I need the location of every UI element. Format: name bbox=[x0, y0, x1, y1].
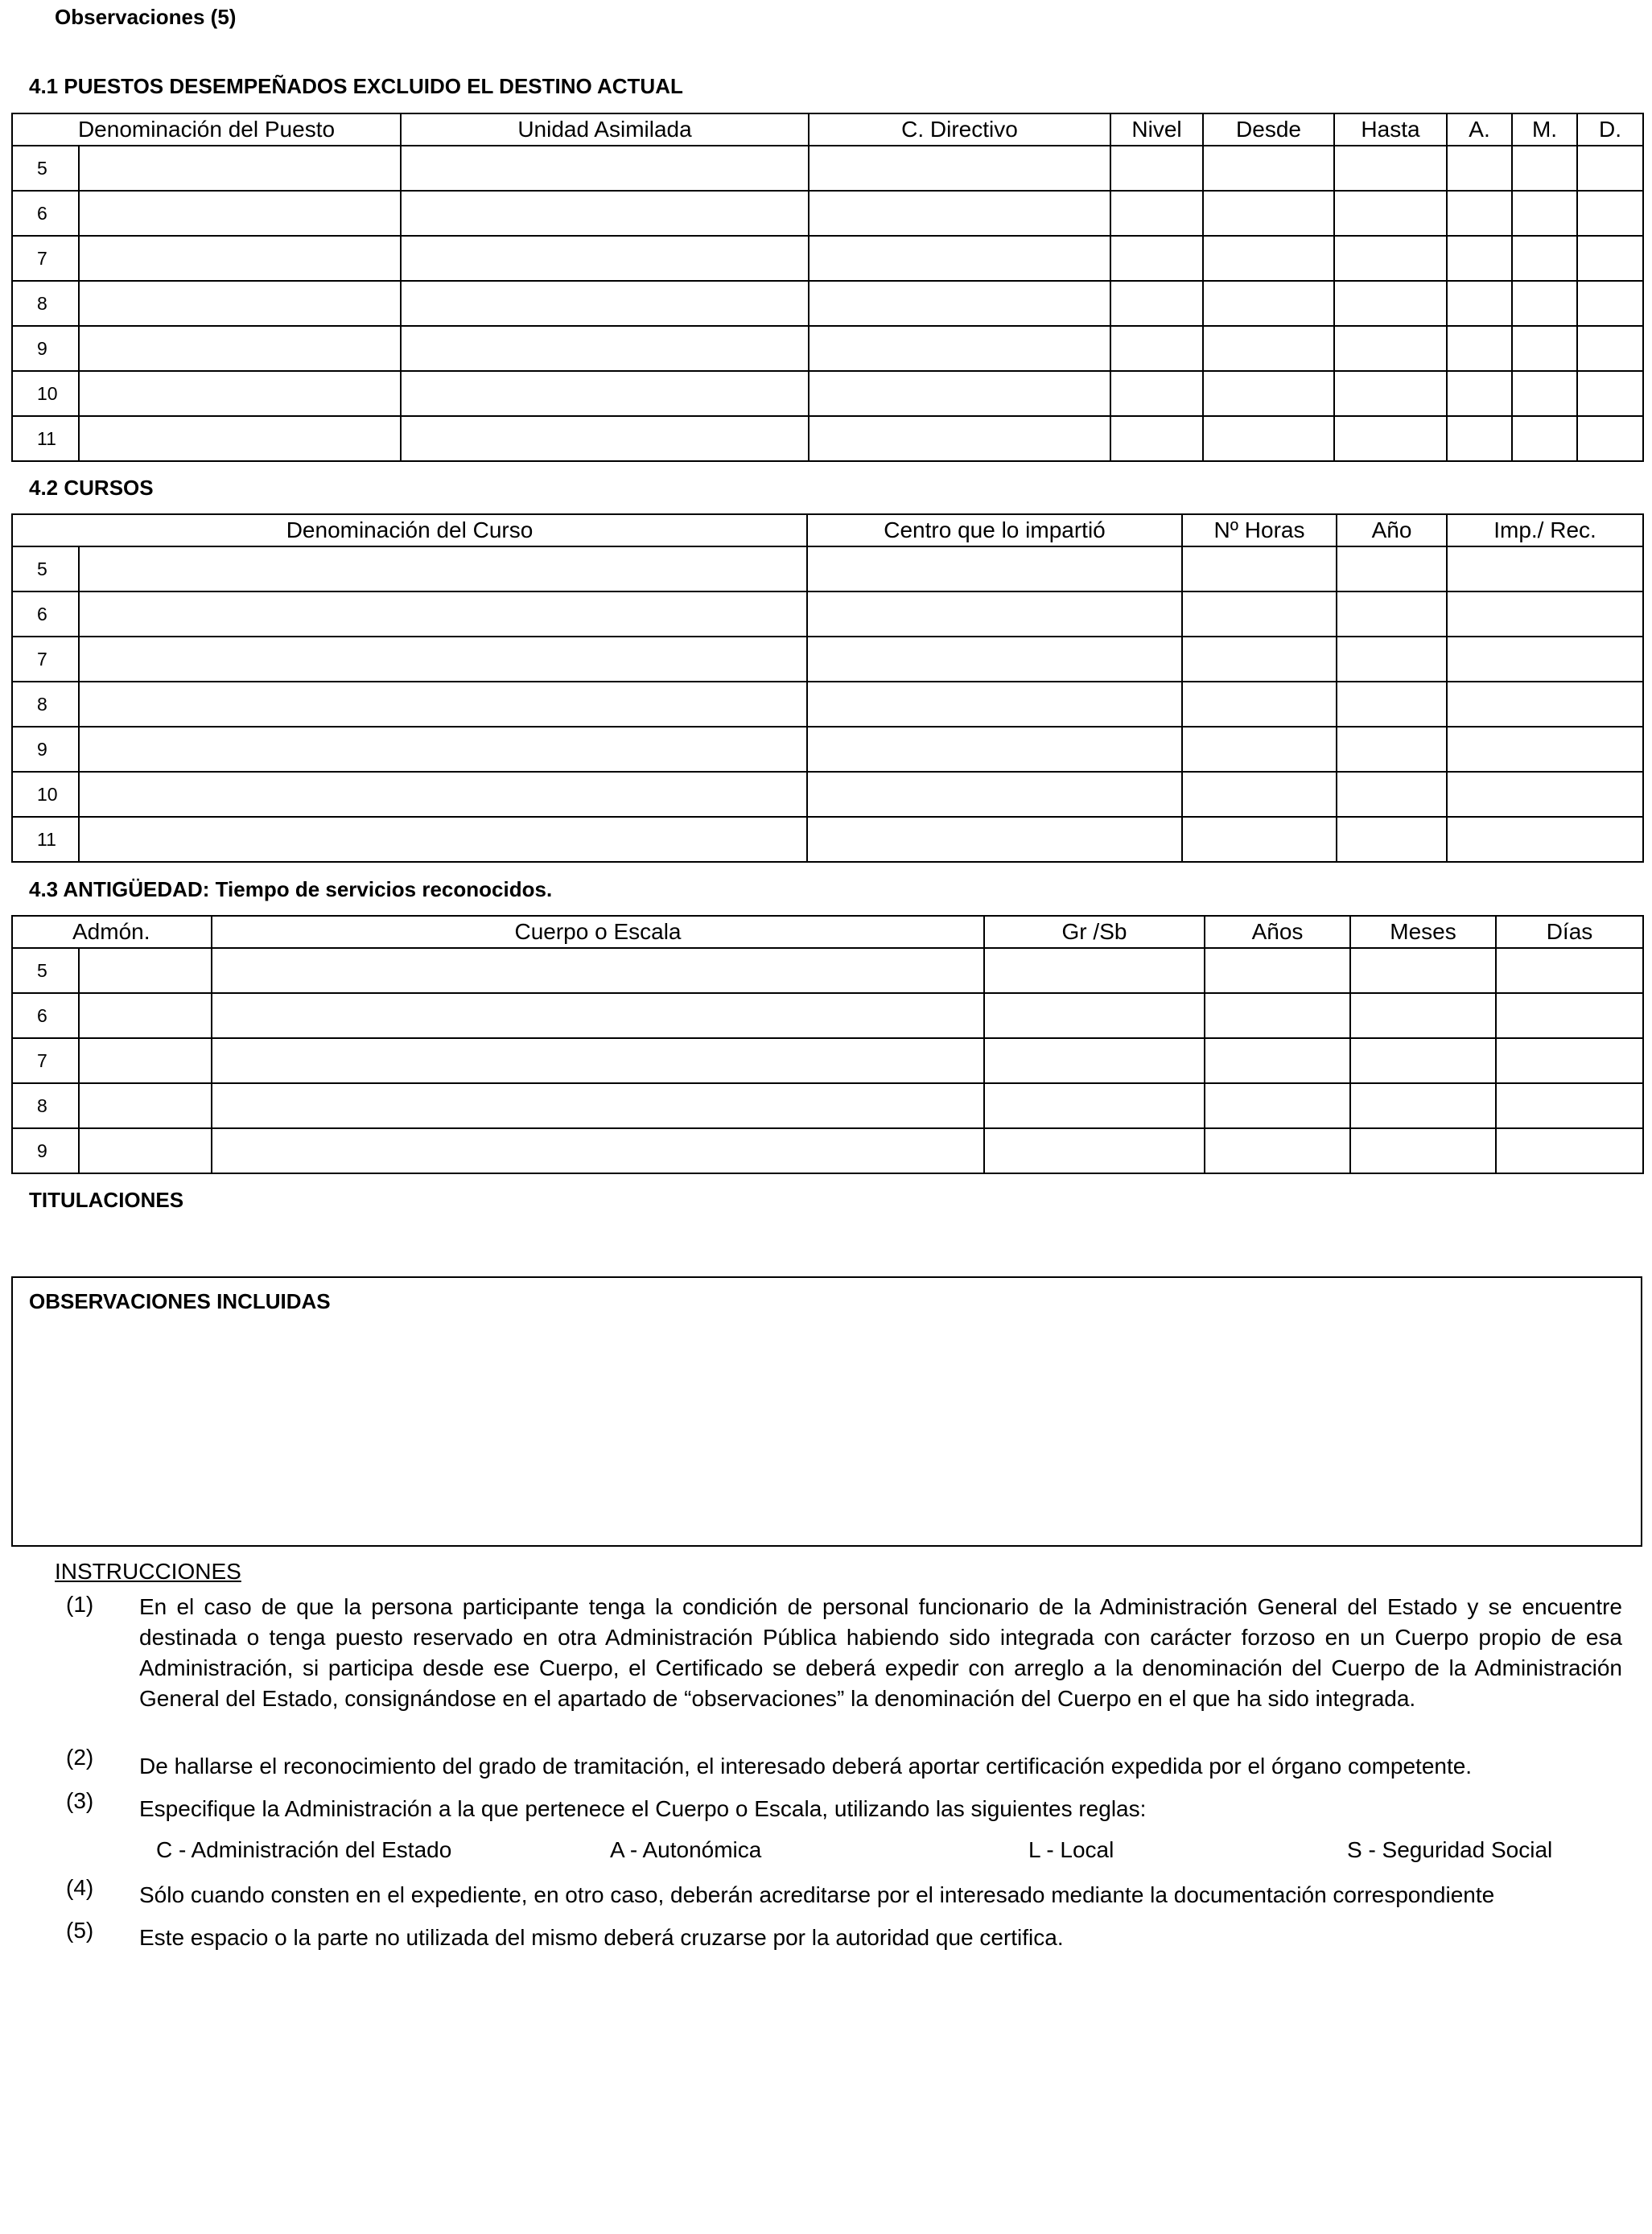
table-row bbox=[12, 191, 1643, 236]
table-cell[interactable] bbox=[1110, 371, 1203, 416]
col-header: Desde bbox=[1203, 113, 1334, 146]
table-row bbox=[12, 637, 1643, 682]
row-number: 6 bbox=[12, 993, 79, 1038]
table-cell[interactable] bbox=[1577, 236, 1643, 281]
col-header: Año bbox=[1337, 514, 1447, 546]
table-cell[interactable] bbox=[1203, 191, 1334, 236]
row-number: 5 bbox=[12, 948, 79, 993]
table-row bbox=[12, 546, 1643, 591]
table-row bbox=[12, 281, 1643, 326]
table-cell[interactable] bbox=[79, 191, 401, 236]
row-number: 11 bbox=[12, 416, 79, 461]
table-cell[interactable] bbox=[1203, 326, 1334, 371]
row-number: 9 bbox=[12, 727, 79, 772]
table-row bbox=[12, 236, 1643, 281]
row-number: 7 bbox=[12, 1038, 79, 1083]
observaciones-title: OBSERVACIONES INCLUIDAS bbox=[29, 1289, 331, 1313]
table-row bbox=[12, 591, 1643, 637]
antiguedad-table bbox=[11, 915, 1644, 1174]
col-header: Gr /Sb bbox=[984, 916, 1205, 948]
row-number: 8 bbox=[12, 682, 79, 727]
table-cell[interactable] bbox=[1203, 281, 1334, 326]
note-number: (1) bbox=[66, 1592, 94, 1617]
table-cell[interactable] bbox=[1337, 682, 1447, 727]
table-cell[interactable] bbox=[807, 772, 1182, 817]
table-cell[interactable] bbox=[1447, 772, 1643, 817]
table-cell[interactable] bbox=[1496, 1038, 1643, 1083]
note-number: (5) bbox=[66, 1918, 94, 1943]
table-cell[interactable] bbox=[809, 236, 1110, 281]
table-row bbox=[12, 817, 1643, 862]
table-cell[interactable] bbox=[79, 546, 807, 591]
table-cell[interactable] bbox=[79, 993, 212, 1038]
note-text: Este espacio o la parte no utilizada del mismo deberá cruzarse por la autoridad que certifica. bbox=[139, 1925, 1064, 1950]
table-cell[interactable] bbox=[807, 682, 1182, 727]
table-cell[interactable] bbox=[1334, 281, 1447, 326]
table-row bbox=[12, 993, 1643, 1038]
col-header: Denominación del Puesto bbox=[12, 113, 401, 146]
table-cell[interactable] bbox=[401, 326, 809, 371]
table-cell[interactable] bbox=[1203, 416, 1334, 461]
table-cell[interactable] bbox=[79, 591, 807, 637]
table-cell[interactable] bbox=[1182, 591, 1337, 637]
table-cell[interactable] bbox=[1350, 993, 1496, 1038]
table-cell[interactable] bbox=[79, 727, 807, 772]
observaciones-box[interactable] bbox=[11, 1276, 1642, 1547]
col-header: Admón. bbox=[12, 916, 212, 948]
table-cell[interactable] bbox=[1447, 727, 1643, 772]
table-cell[interactable] bbox=[809, 371, 1110, 416]
titulaciones-title: TITULACIONES bbox=[29, 1188, 184, 1212]
col-header: Años bbox=[1205, 916, 1350, 948]
table-cell[interactable] bbox=[1110, 236, 1203, 281]
table-row bbox=[12, 1083, 1643, 1128]
table-cell[interactable] bbox=[1512, 236, 1577, 281]
table-row bbox=[12, 948, 1643, 993]
cursos-table bbox=[11, 513, 1644, 863]
table-cell[interactable] bbox=[1182, 546, 1337, 591]
col-header: C. Directivo bbox=[809, 113, 1110, 146]
row-number: 8 bbox=[12, 1083, 79, 1128]
table-cell[interactable] bbox=[1496, 1128, 1643, 1173]
table-cell[interactable] bbox=[79, 146, 401, 191]
table-cell[interactable] bbox=[1182, 727, 1337, 772]
table-cell[interactable] bbox=[79, 637, 807, 682]
table-cell[interactable] bbox=[1203, 146, 1334, 191]
table-cell[interactable] bbox=[1496, 993, 1643, 1038]
table-row bbox=[12, 727, 1643, 772]
table-cell[interactable] bbox=[1496, 1083, 1643, 1128]
col-header: M. bbox=[1512, 113, 1577, 146]
table-row bbox=[12, 416, 1643, 461]
table-cell[interactable] bbox=[1203, 371, 1334, 416]
table-cell[interactable] bbox=[1577, 326, 1643, 371]
table-cell[interactable] bbox=[212, 1038, 984, 1083]
table-cell[interactable] bbox=[809, 326, 1110, 371]
col-header: Hasta bbox=[1334, 113, 1447, 146]
note-text: En el caso de que la persona participante tenga la condición de personal funcionario de la Administración General del Estado y se encuentre destinada o tenga puesto reservado en otra Administración Pública habiendo sido integrada con carácter forzoso en un Cuerpo propio de esa Administración, si participa desde ese Cuerpo, el Certificado se deberá expedir con arreglo a la denominación del Cuerpo de la Administración General del Estado, consignándose en el apartado de “observaciones” la denominación del Cuerpo en el que ha sido integrada. bbox=[139, 1594, 1622, 1711]
col-header: Cuerpo o Escala bbox=[212, 916, 984, 948]
puestos-table bbox=[11, 113, 1644, 462]
table-cell[interactable] bbox=[401, 146, 809, 191]
table-cell[interactable] bbox=[809, 191, 1110, 236]
table-cell[interactable] bbox=[1337, 772, 1447, 817]
code-seguridad-social: S - Seguridad Social bbox=[1347, 1837, 1553, 1862]
table-cell[interactable] bbox=[1110, 281, 1203, 326]
table-cell[interactable] bbox=[1577, 191, 1643, 236]
table-cell[interactable] bbox=[212, 1128, 984, 1173]
row-number: 9 bbox=[12, 1128, 79, 1173]
table-cell[interactable] bbox=[79, 281, 401, 326]
table-cell[interactable] bbox=[1350, 948, 1496, 993]
col-header: Denominación del Curso bbox=[12, 514, 807, 546]
table-cell[interactable] bbox=[984, 1128, 1205, 1173]
table-cell[interactable] bbox=[1337, 591, 1447, 637]
table-cell[interactable] bbox=[79, 326, 401, 371]
table-cell[interactable] bbox=[212, 948, 984, 993]
table-cell[interactable] bbox=[1577, 416, 1643, 461]
table-cell[interactable] bbox=[1203, 236, 1334, 281]
note-text: Sólo cuando consten en el expediente, en otro caso, deberán acreditarse por el interesado mediante la documentación correspondiente bbox=[139, 1882, 1495, 1907]
table-cell[interactable] bbox=[1205, 993, 1350, 1038]
table-cell[interactable] bbox=[1512, 146, 1577, 191]
table-cell[interactable] bbox=[1447, 682, 1643, 727]
table-cell[interactable] bbox=[1512, 416, 1577, 461]
table-cell[interactable] bbox=[79, 772, 807, 817]
table-cell[interactable] bbox=[1110, 326, 1203, 371]
col-header: Centro que lo impartió bbox=[807, 514, 1182, 546]
table-cell[interactable] bbox=[1334, 146, 1447, 191]
table-cell[interactable] bbox=[79, 817, 807, 862]
row-number: 7 bbox=[12, 236, 79, 281]
table-cell[interactable] bbox=[1496, 948, 1643, 993]
table-row bbox=[12, 1038, 1643, 1083]
table-cell[interactable] bbox=[807, 637, 1182, 682]
table-cell[interactable] bbox=[1512, 281, 1577, 326]
instrucciones-title: INSTRUCCIONES bbox=[55, 1559, 241, 1584]
row-number: 5 bbox=[12, 546, 79, 591]
col-header: Unidad Asimilada bbox=[401, 113, 809, 146]
row-number: 6 bbox=[12, 191, 79, 236]
note-text: De hallarse el reconocimiento del grado de tramitación, el interesado deberá aportar certificación expedida por el órgano competente. bbox=[139, 1754, 1473, 1779]
table-cell[interactable] bbox=[1447, 146, 1512, 191]
table-row bbox=[12, 326, 1643, 371]
table-cell[interactable] bbox=[79, 1038, 212, 1083]
table-cell[interactable] bbox=[1350, 1083, 1496, 1128]
table-cell[interactable] bbox=[807, 591, 1182, 637]
table-cell[interactable] bbox=[1337, 817, 1447, 862]
table-cell[interactable] bbox=[984, 1038, 1205, 1083]
table-cell[interactable] bbox=[807, 727, 1182, 772]
table-cell[interactable] bbox=[1334, 416, 1447, 461]
row-number: 5 bbox=[12, 146, 79, 191]
table-cell[interactable] bbox=[1447, 371, 1512, 416]
table-cell[interactable] bbox=[1334, 326, 1447, 371]
row-number: 10 bbox=[12, 371, 79, 416]
table-cell[interactable] bbox=[1512, 326, 1577, 371]
table-cell[interactable] bbox=[807, 546, 1182, 591]
table-cell[interactable] bbox=[1447, 591, 1643, 637]
table-cell[interactable] bbox=[1577, 371, 1643, 416]
col-header: A. bbox=[1447, 113, 1512, 146]
table-cell[interactable] bbox=[1337, 637, 1447, 682]
table-row bbox=[12, 1128, 1643, 1173]
table-cell[interactable] bbox=[401, 236, 809, 281]
table-cell[interactable] bbox=[79, 236, 401, 281]
table-cell[interactable] bbox=[1512, 191, 1577, 236]
table-cell[interactable] bbox=[1447, 191, 1512, 236]
table-cell[interactable] bbox=[1334, 191, 1447, 236]
row-number: 6 bbox=[12, 591, 79, 637]
code-local: L - Local bbox=[1028, 1837, 1114, 1862]
note-number: (3) bbox=[66, 1788, 94, 1813]
table-cell[interactable] bbox=[212, 993, 984, 1038]
table-cell[interactable] bbox=[79, 371, 401, 416]
table-row bbox=[12, 682, 1643, 727]
table-cell[interactable] bbox=[1110, 416, 1203, 461]
table-cell[interactable] bbox=[1337, 546, 1447, 591]
table-cell[interactable] bbox=[1447, 637, 1643, 682]
row-number: 7 bbox=[12, 637, 79, 682]
code-autonomica: A - Autonómica bbox=[610, 1837, 762, 1862]
section-puestos-title: 4.1 PUESTOS DESEMPEÑADOS EXCLUIDO EL DESTINO ACTUAL bbox=[29, 74, 683, 98]
note-text: Especifique la Administración a la que pertenece el Cuerpo o Escala, utilizando las siguientes reglas: bbox=[139, 1796, 1147, 1821]
table-cell[interactable] bbox=[984, 1083, 1205, 1128]
section-cursos-title: 4.2 CURSOS bbox=[29, 476, 154, 500]
table-cell[interactable] bbox=[1512, 371, 1577, 416]
col-header: Meses bbox=[1350, 916, 1496, 948]
table-cell[interactable] bbox=[1110, 191, 1203, 236]
table-row bbox=[12, 772, 1643, 817]
table-cell[interactable] bbox=[1110, 146, 1203, 191]
cursos-header-row bbox=[12, 514, 1643, 546]
col-header: Días bbox=[1496, 916, 1643, 948]
table-cell[interactable] bbox=[401, 191, 809, 236]
table-cell[interactable] bbox=[1447, 546, 1643, 591]
table-cell[interactable] bbox=[79, 1128, 212, 1173]
table-cell[interactable] bbox=[809, 146, 1110, 191]
table-cell[interactable] bbox=[1205, 1038, 1350, 1083]
table-cell[interactable] bbox=[1205, 1083, 1350, 1128]
table-cell[interactable] bbox=[1337, 727, 1447, 772]
table-cell[interactable] bbox=[1182, 817, 1337, 862]
table-row bbox=[12, 146, 1643, 191]
table-cell[interactable] bbox=[984, 993, 1205, 1038]
table-cell[interactable] bbox=[1447, 416, 1512, 461]
table-cell[interactable] bbox=[807, 817, 1182, 862]
table-cell[interactable] bbox=[1350, 1038, 1496, 1083]
col-header: Nivel bbox=[1110, 113, 1203, 146]
table-cell[interactable] bbox=[1577, 281, 1643, 326]
table-cell[interactable] bbox=[1334, 371, 1447, 416]
table-cell[interactable] bbox=[1182, 682, 1337, 727]
table-cell[interactable] bbox=[1447, 281, 1512, 326]
col-header: D. bbox=[1577, 113, 1643, 146]
table-cell[interactable] bbox=[1447, 817, 1643, 862]
table-cell[interactable] bbox=[1334, 236, 1447, 281]
table-cell[interactable] bbox=[1350, 1128, 1496, 1173]
col-header: Imp./ Rec. bbox=[1447, 514, 1643, 546]
table-cell[interactable] bbox=[1205, 948, 1350, 993]
note-number: (4) bbox=[66, 1875, 94, 1900]
table-cell[interactable] bbox=[401, 371, 809, 416]
table-cell[interactable] bbox=[401, 416, 809, 461]
table-cell[interactable] bbox=[79, 682, 807, 727]
observaciones-5-label: Observaciones (5) bbox=[55, 5, 237, 29]
col-header: Nº Horas bbox=[1182, 514, 1337, 546]
table-cell[interactable] bbox=[809, 416, 1110, 461]
row-number: 9 bbox=[12, 326, 79, 371]
table-cell[interactable] bbox=[1182, 772, 1337, 817]
table-cell[interactable] bbox=[79, 416, 401, 461]
antiguedad-header-row bbox=[12, 916, 1643, 948]
puestos-header-row bbox=[12, 113, 1643, 146]
table-cell[interactable] bbox=[1447, 326, 1512, 371]
table-cell[interactable] bbox=[1577, 146, 1643, 191]
table-cell[interactable] bbox=[401, 281, 809, 326]
row-number: 11 bbox=[12, 817, 79, 862]
table-cell[interactable] bbox=[79, 1083, 212, 1128]
row-number: 10 bbox=[12, 772, 79, 817]
section-antiguedad-title: 4.3 ANTIGÜEDAD: Tiempo de servicios reconocidos. bbox=[29, 877, 553, 901]
table-cell[interactable] bbox=[984, 948, 1205, 993]
table-cell[interactable] bbox=[809, 281, 1110, 326]
table-cell[interactable] bbox=[1447, 236, 1512, 281]
table-cell[interactable] bbox=[79, 948, 212, 993]
table-cell[interactable] bbox=[1182, 637, 1337, 682]
note-number: (2) bbox=[66, 1745, 94, 1770]
table-cell[interactable] bbox=[212, 1083, 984, 1128]
table-row bbox=[12, 371, 1643, 416]
code-administracion-estado: C - Administración del Estado bbox=[156, 1837, 452, 1862]
table-cell[interactable] bbox=[1205, 1128, 1350, 1173]
row-number: 8 bbox=[12, 281, 79, 326]
